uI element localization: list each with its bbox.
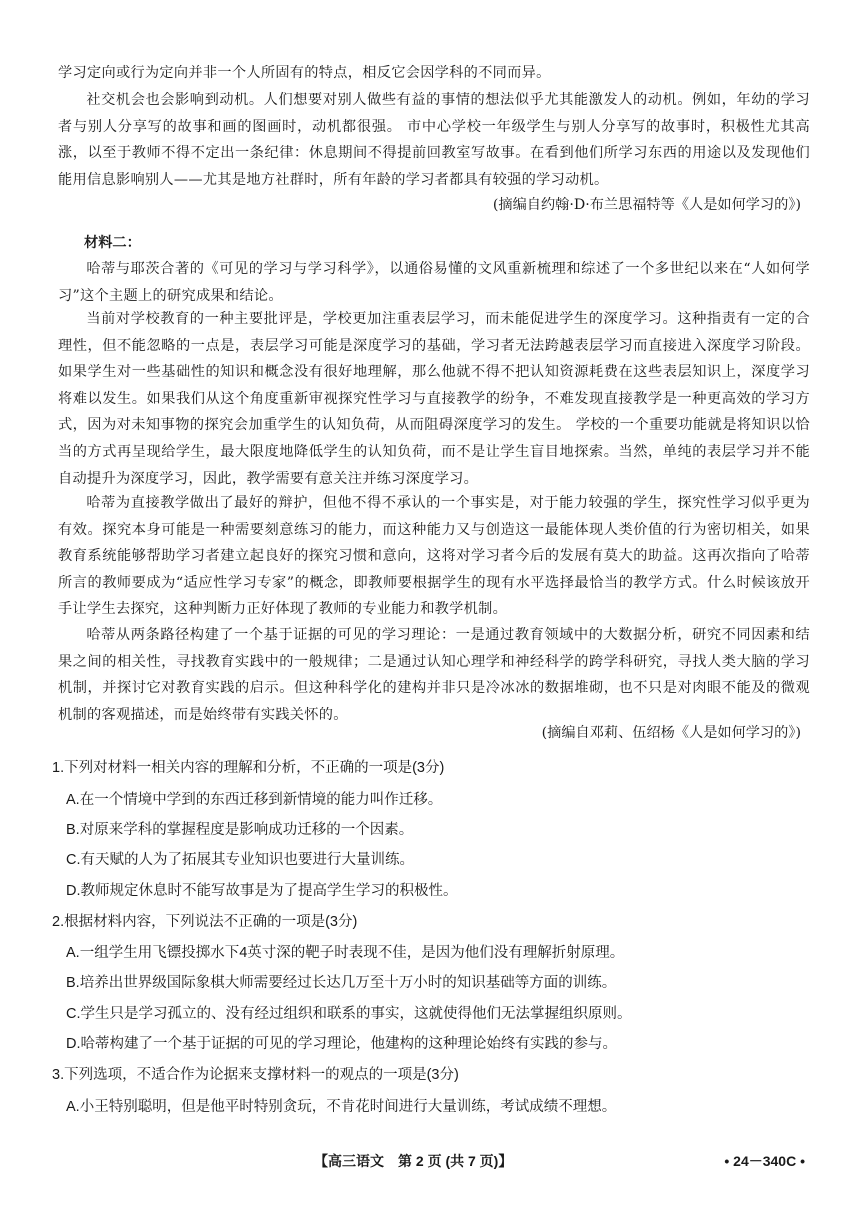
question-2-stem: 2.根据材料内容，下列说法不正确的一项是(3分) xyxy=(52,914,358,930)
material2-heading: 材料二： xyxy=(84,235,141,251)
material1-source: (摘编自约翰·D·布兰思福特等《人是如何学习的》) xyxy=(492,197,801,213)
material2-paragraph-2: 当前对学校教育的一种主要批评是，学校更加注重表层学习，而未能促进学生的深度学习。这种指责有一定的合理性，但不能忽略的一点是，表层学习可能是深度学习的基础，学习者无法跨越表层学习而直接进入深度学习阶段。如果学生对一些基础性的知识和概念没有很好地理解，那么他就不得不把认知资源耗费在这些表层知识上，深度学习将难以发生。如果我们从这个角度重新审视探究性学习与直接教学的纷争，不难发现直接教学是一种更高效的学习方式，因为对未知事物的探究会加重学生的认知负荷，从而阻碍深度学习的发生。 学校的一个重要功能就是将知识以恰当的方式再呈现给学生，最大限度地降低学生的认知负荷，而不是让学生盲目地探索。当然，单纯的表层学习并不能自动提升为深度学习，因此，教学需要有意关注并练习深度学习。 xyxy=(58,311,810,487)
question-3-stem: 3.下列选项，不适合作为论据来支撑材料一的观点的一项是(3分) xyxy=(52,1067,459,1083)
material1-paragraph-1: 社交机会也会影响到动机。人们想要对别人做些有益的事情的想法似乎尤其能激发人的动机。例如，年幼的学习者与别人分享写的故事和画的图画时，动机都很强。 市中心学校一年级学生与别人分享写的故事时，积极性尤其高涨，以至于教师不得不定出一条纪律：休息期间不得提前回教室写故事。在看到他们所学习东西的用途以及发现他们能用信息影响别人——尤其是地方社群时，所有年龄的学习者都具有较强的学习动机。 xyxy=(58,92,810,188)
question-1-stem: 1.下列对材料一相关内容的理解和分析，不正确的一项是(3分) xyxy=(52,760,445,776)
question-2-option-c: C.学生只是学习孤立的、没有经过组织和联系的事实，这就使得他们无法掌握组织原则。 xyxy=(66,1006,632,1022)
question-1-option-d: D.教师规定休息时不能写故事是为了提高学生学习的积极性。 xyxy=(66,883,458,899)
material2-paragraph-1: 哈蒂与耶茨合著的《可见的学习与学习科学》，以通俗易懂的文风重新梳理和综述了一个多世纪以来在“人如何学习”这个主题上的研究成果和结论。 xyxy=(58,261,810,304)
footer-exam-code: • 24－340C • xyxy=(724,1153,805,1169)
question-3-option-a: A.小王特别聪明，但是他平时特别贪玩，不肯花时间进行大量训练，考试成绩不理想。 xyxy=(66,1099,617,1115)
question-2-option-d: D.哈蒂构建了一个基于证据的可见的学习理论，他建构的这种理论始终有实践的参与。 xyxy=(66,1036,617,1052)
footer-page-label: 【高三语文 第 2 页 (共 7 页)】 xyxy=(314,1153,513,1169)
material2-paragraph-3: 哈蒂为直接教学做出了最好的辩护，但他不得不承认的一个事实是，对于能力较强的学生，探究性学习似乎更为有效。探究本身可能是一种需要刻意练习的能力，而这种能力又与创造这一最能体现人类价值的行为密切相关，如果教育系统能够帮助学习者建立起良好的探究习惯和意向，这将对学习者今后的发展有莫大的助益。这再次指向了哈蒂所言的教师要成为“适应性学习专家”的概念，即教师要根据学生的现有水平选择最恰当的教学方式。什么时候该放开手让学生去探究，这种判断力正好体现了教师的专业能力和教学机制。 xyxy=(58,495,810,618)
material1-paragraph-0: 学习定向或行为定向并非一个人所固有的特点，相反它会因学科的不同而异。 xyxy=(58,65,551,81)
material2-paragraph-4: 哈蒂从两条路径构建了一个基于证据的可见的学习理论：一是通过教育领域中的大数据分析，研究不同因素和结果之间的相关性，寻找教育实践中的一般规律；二是通过认知心理学和神经科学的跨学科研究，寻找人类大脑的学习机制，并探讨它对教育实践的启示。但这种科学化的建构并非只是冷冰冰的数据堆砌，也不只是对肉眼不能及的微观机制的客观描述，而是始终带有实践关怀的。 xyxy=(58,627,810,723)
material2-source: (摘编自邓莉、伍绍杨《人是如何学习的》) xyxy=(541,725,801,741)
question-1-option-a: A.在一个情境中学到的东西迁移到新情境的能力叫作迁移。 xyxy=(66,792,443,808)
question-1-option-b: B.对原来学科的掌握程度是影响成功迁移的一个因素。 xyxy=(66,822,414,838)
question-2-option-b: B.培养出世界级国际象棋大师需要经过长达几万至十万小时的知识基础等方面的训练。 xyxy=(66,975,617,991)
question-2-option-a: A.一组学生用飞镖投掷水下4英寸深的靶子时表现不佳，是因为他们没有理解折射原理。 xyxy=(66,945,625,961)
question-1-option-c: C.有天赋的人为了拓展其专业知识也要进行大量训练。 xyxy=(66,852,414,868)
